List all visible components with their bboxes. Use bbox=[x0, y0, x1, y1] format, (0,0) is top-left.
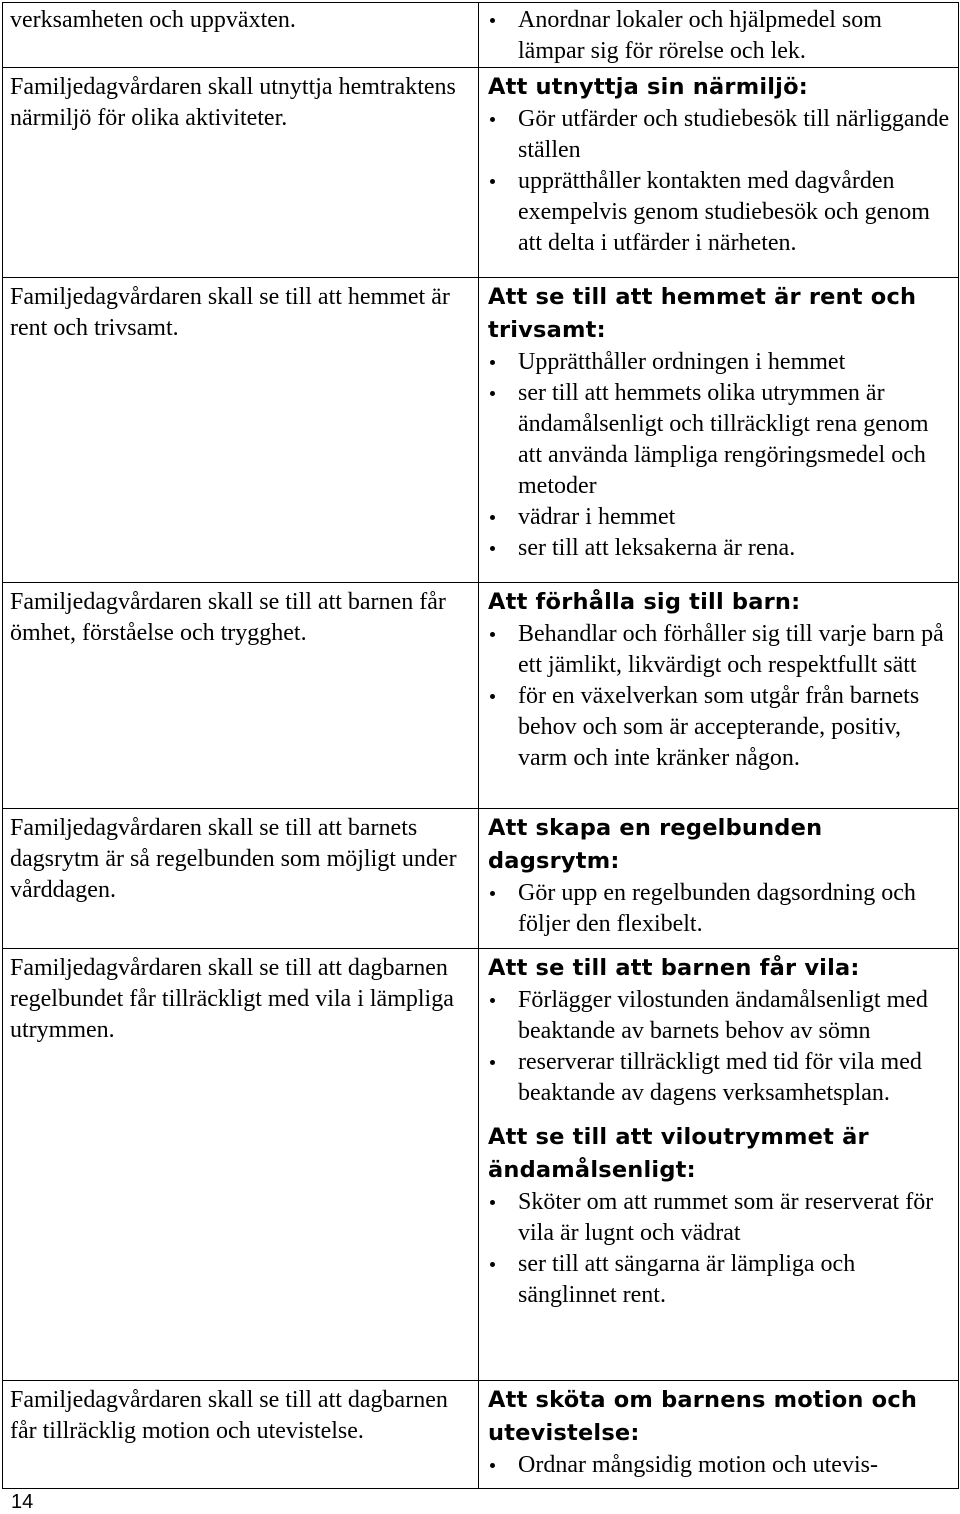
list-item: Sköter om att rummet som är reserverat för vila är lugnt och vädrat bbox=[488, 1187, 954, 1249]
requirement-text: Familjedagvårdaren skall utnyttja hemtraktens närmiljö för olika aktiviteter. bbox=[10, 74, 456, 131]
table-row bbox=[3, 583, 959, 809]
requirement-text: verksamheten och uppväxten. bbox=[10, 7, 296, 33]
section-heading: Att skapa en regelbunden dagsrytm: bbox=[488, 815, 823, 874]
table-row bbox=[3, 1381, 959, 1489]
requirement-cell bbox=[3, 1381, 479, 1489]
requirement-cell bbox=[3, 3, 479, 68]
action-cell bbox=[479, 3, 959, 68]
list-item: Upprätthåller ordningen i hemmet bbox=[488, 347, 954, 378]
section-heading: Att se till att viloutrymmet är ändamålsenligt: bbox=[488, 1124, 869, 1183]
list-item: ser till att hemmets olika utrymmen är ändamålsenligt och tillräckligt rena genom att använda lämpliga rengöringsmedel och metoder bbox=[488, 378, 954, 502]
requirement-cell bbox=[3, 949, 479, 1381]
requirement-text: Familjedagvårdaren skall se till att barnets dagsrytm är så regelbunden som möjligt under vårddagen. bbox=[10, 815, 457, 903]
requirement-cell bbox=[3, 583, 479, 809]
list-item: Ordnar mångsidig motion och utevis- bbox=[488, 1450, 954, 1481]
action-cell bbox=[479, 809, 959, 949]
action-list bbox=[488, 5, 954, 67]
action-list bbox=[488, 104, 954, 259]
requirement-cell bbox=[3, 809, 479, 949]
page-number: 14 bbox=[11, 1491, 34, 1513]
action-cell bbox=[479, 949, 959, 1381]
table-row bbox=[3, 949, 959, 1381]
requirement-cell bbox=[3, 68, 479, 278]
section-heading: Att sköta om barnens motion och utevistelse: bbox=[488, 1387, 918, 1446]
action-list bbox=[488, 1450, 954, 1481]
table-row bbox=[3, 3, 959, 68]
section-heading: Att se till att barnen får vila: bbox=[488, 955, 860, 981]
list-item: Gör utfärder och studiebesök till närliggande ställen bbox=[488, 104, 954, 166]
action-cell bbox=[479, 278, 959, 583]
action-cell bbox=[479, 583, 959, 809]
list-item: ser till att leksakerna är rena. bbox=[488, 533, 954, 564]
requirements-table bbox=[2, 2, 959, 1489]
table-row bbox=[3, 809, 959, 949]
action-list bbox=[488, 878, 954, 940]
requirement-text: Familjedagvårdaren skall se till att dagbarnen regelbundet får tillräckligt med vila i lämpliga utrymmen. bbox=[10, 955, 454, 1043]
action-cell bbox=[479, 1381, 959, 1489]
list-item: Förlägger vilostunden ändamålsenligt med beaktande av barnets behov av sömn bbox=[488, 985, 954, 1047]
action-list bbox=[488, 619, 954, 774]
list-item: ser till att sängarna är lämpliga och sänglinnet rent. bbox=[488, 1249, 954, 1311]
requirement-cell bbox=[3, 278, 479, 583]
section-heading: Att se till att hemmet är rent och trivsamt: bbox=[488, 284, 917, 343]
list-item: för en växelverkan som utgår från barnets behov och som är accepterande, positiv, varm och inte kränker någon. bbox=[488, 681, 954, 774]
list-item: reserverar tillräckligt med tid för vila med beaktande av dagens verksamhetsplan. bbox=[488, 1047, 954, 1109]
action-list bbox=[488, 1187, 954, 1311]
list-item: Gör upp en regelbunden dagsordning och följer den flexibelt. bbox=[488, 878, 954, 940]
list-item: upprätthåller kontakten med dagvården exempelvis genom studiebesök och genom att delta i utfärder i närheten. bbox=[488, 166, 954, 259]
list-item: Anordnar lokaler och hjälpmedel som lämpar sig för rörelse och lek. bbox=[488, 5, 954, 67]
requirement-text: Familjedagvårdaren skall se till att hemmet är rent och trivsamt. bbox=[10, 284, 450, 341]
section-heading: Att utnyttja sin närmiljö: bbox=[488, 74, 808, 100]
requirement-text: Familjedagvårdaren skall se till att dagbarnen får tillräcklig motion och utevistelse. bbox=[10, 1387, 448, 1444]
section-heading: Att förhålla sig till barn: bbox=[488, 589, 801, 615]
action-list bbox=[488, 347, 954, 564]
list-item: vädrar i hemmet bbox=[488, 502, 954, 533]
action-cell bbox=[479, 68, 959, 278]
table-row bbox=[3, 68, 959, 278]
table-row bbox=[3, 278, 959, 583]
action-list bbox=[488, 985, 954, 1109]
list-item: Behandlar och förhåller sig till varje barn på ett jämlikt, likvärdigt och respektfullt sätt bbox=[488, 619, 954, 681]
requirement-text: Familjedagvårdaren skall se till att barnen får ömhet, förståelse och trygghet. bbox=[10, 589, 446, 646]
